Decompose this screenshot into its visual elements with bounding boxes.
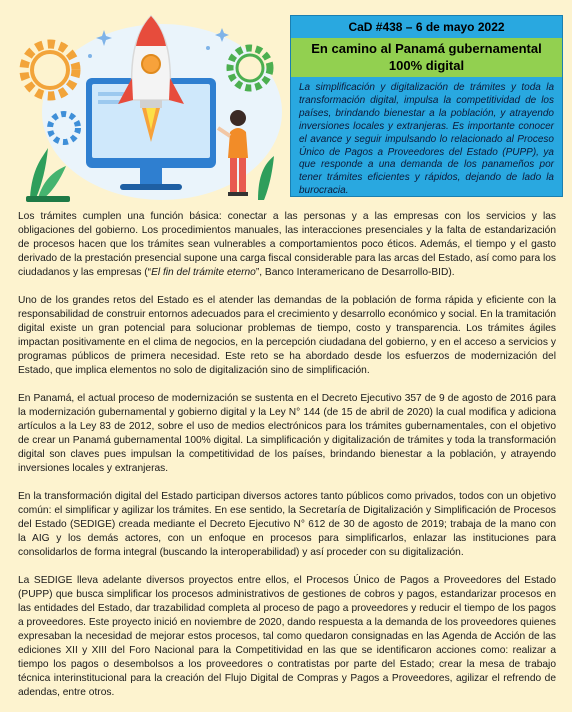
paragraph: La SEDIGE lleva adelante diversos proyectos entre ellos, el Procesos Único de Pagos a Proveedores del Estado (PUPP) que busca simplificar los procesos administrativos de gestiones de cobros y pagos, estandarizar procesos en las entidades del Estado, dar trazabilidad completa al proceso de pago a proveedores y reducir el tiempo de los pagos a proveedores. Este proyecto inició en noviembre de 2020, dando respuesta a la demanda de los proveedores quienes expresaban la necesidad de mejorar estos procesos, tal como quedaron consignadas en las Agenda de Acción de las ediciones XII y XIII del Foro Nacional para la Competitividad en las que se identificaron acciones como: realizar a tiempo los pagos o desembolsos a los proveedores o contratistas por parte del Estado; crear la mesa de trabajo técnica interinstitucional para la creación del Flujo Digital de Compras y Pagos a Proveedores, agilizar el refrendo de adendas, entre otros.: [18, 575, 556, 698]
paragraph: [18, 210, 556, 280]
issue-label: CaD #438 – 6 de mayo 2022: [291, 16, 562, 38]
summary-box: [290, 15, 563, 197]
paragraph: En la transformación digital del Estado participan diversos actores tanto públicos como privados, todos con un objetivo común: el simplificar y agilizar los trámites. En ese sentido, la Secretaría de Digitalización y Simplificación de Procesos del Estado (SEDIGE) creada mediante el Decreto Ejecutivo N° 612 de 30 de agosto de 2019; trabaja de la mano con la AIG y los demás actores, con un enfoque en procesos para simplificarlos, enlazar las instituciones para consolidarlos de forma integral (buscando la interoperabilidad) y así proceder con su digitalización.: [18, 491, 556, 558]
paragraph-text: ”, Banco Interamericano de Desarrollo-BID).: [255, 267, 455, 278]
hero-section: [0, 0, 572, 210]
digital-transformation-illustration: [12, 8, 284, 204]
paragraph-text: Los trámites cumplen una función básica: conectar a las personas y a las empresas con los servicios y las obligaciones del gobierno. Los procedimientos manuales, las interacciones presenciales y la falta de estandarización de procesos hacen que los trámites sean vulnerables a comportamientos poco éticos. Además, el tiempo y el gasto derivado de la prestación presencial supone una carga fiscal considerable para las arcas del Estado, así como para los ciudadanos y las empresas (“: [18, 211, 556, 278]
headline: En camino al Panamá gubernamental 100% digital: [291, 38, 562, 77]
plant-icon: [258, 156, 274, 200]
summary-text: La simplificación y digitalización de trámites y toda la transformación digital, impulsa la competitividad de los países, brindando bienestar a la población, y atrayendo inversiones locales y extranjeras. Es importante conocer el avance y seguir impulsando lo relacionado al Proceso Único de Pagos a Proveedores del Estado (PUPP), ya que responde a una demanda de los panameños por tener trámites eficientes y rápidos, dejando de lado la burocracia.: [299, 82, 554, 197]
paragraph: En Panamá, el actual proceso de modernización se sustenta en el Decreto Ejecutivo 357 de 9 de agosto de 2016 para la modernización gubernamental y gobierno digital y la Ley N° 144 (de 15 de abril de 2020) la cual modifica y adiciona artículos a la Ley 83 de 2012, sobre el uso de medios electrónicos para los trámites gubernamentales, con el objetivo de crear un Panamá gubernamental 100% digital. La simplificación y digitalización de trámites y toda la transformación digital son claves pues impulsan la competitividad de los países, brindando bienestar a la población, y atrayendo inversiones locales y extranjeras.: [18, 393, 556, 474]
paragraph: Uno de los grandes retos del Estado es el atender las demandas de la población de forma rápida y eficiente con la responsabilidad de construir entornos adecuados para el crecimiento y desarrollo económico y social. En la tramitación digital existe un gran potencial para solucionar problemas de tiempo, costo y transparencia. Los trámites ágiles impactan positivamente en el clima de negocios, en la percepción ciudadana del gobierno, y en el acceso a servicios y programas públicos de primera necesidad. Este reto se ha abordado desde los esfuerzos de modernización del Estado, que implica elementos no solo de digitalización sino de simplificación.: [18, 295, 556, 376]
quoted-title: El fin del trámite eterno: [151, 267, 256, 278]
article-body: [18, 210, 556, 700]
